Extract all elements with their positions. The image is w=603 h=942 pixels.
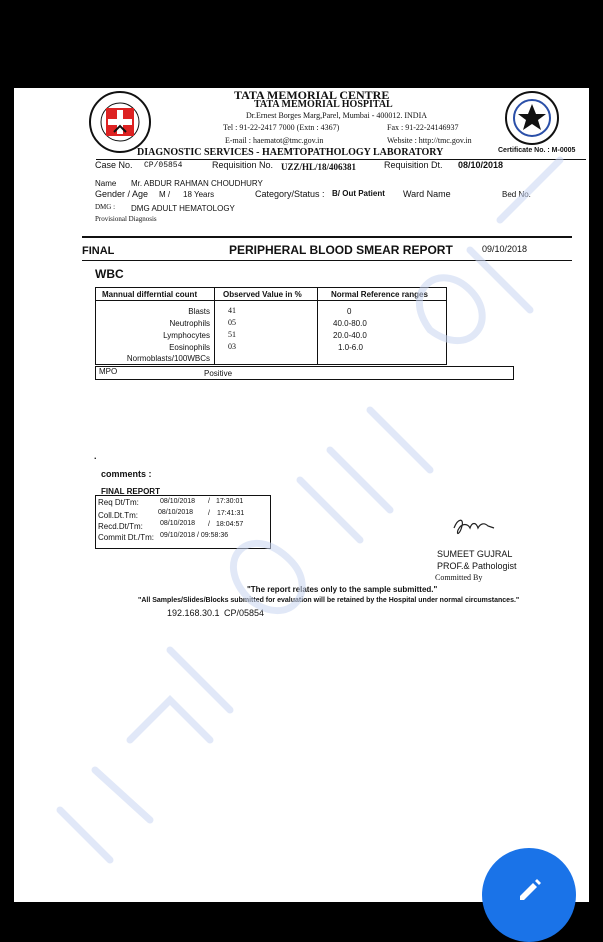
requisition-label: Requisition No.	[212, 160, 274, 170]
final-report-title: FINAL REPORT	[101, 487, 160, 496]
centre-name: TATA MEMORIAL CENTRE	[234, 88, 390, 102]
diagnosis-label: Provisional Diagnosis	[95, 215, 157, 223]
table-header-rule	[95, 300, 446, 301]
edit-button[interactable]	[482, 848, 576, 942]
req-dt-label: Req Dt/Tm:	[98, 498, 139, 507]
requisition-date-label: Requisition Dt.	[384, 160, 443, 170]
footer-case: CP/05854	[224, 608, 265, 618]
req-time: 17:30:01	[216, 498, 244, 505]
patient-name: Mr. ABDUR RAHMAN CHOUDHURY	[131, 179, 263, 188]
row-range: 20.0-40.0	[333, 331, 367, 340]
wbc-heading: WBC	[95, 267, 124, 281]
row-value: 51	[228, 330, 236, 339]
email: E-mail : haematot@tmc.gov.in	[225, 136, 324, 145]
case-label: Case No.	[95, 160, 133, 170]
row-name: Eosinophils	[169, 343, 210, 352]
hospital-name: TATA MEMORIAL HOSPITAL	[254, 99, 393, 110]
coll-dt-label: Coll.Dt.Tm:	[98, 511, 138, 520]
dmg-value: DMG ADULT HEMATOLOGY	[131, 204, 235, 213]
bed-label: Bed No.	[502, 190, 531, 199]
pencil-icon	[516, 876, 542, 902]
commit-value: 09/10/2018 / 09:58:36	[160, 532, 229, 539]
title-top-rule	[82, 236, 572, 238]
category-label: Category/Status :	[255, 189, 325, 199]
accreditation-logo-icon	[504, 90, 560, 146]
mpo-value: Positive	[204, 369, 233, 378]
footer-note-2: "All Samples/Slides/Blocks submitted for evaluation will be retained by the Hospital under normal circumstances."	[138, 597, 520, 604]
gender-value: M /	[159, 190, 171, 199]
separator: /	[208, 521, 210, 528]
row-range: 1.0-6.0	[338, 343, 363, 352]
coll-time: 17:41:31	[217, 510, 245, 517]
gender-age-label: Gender / Age	[95, 189, 149, 199]
recd-dt-label: Recd.Dt/Tm:	[98, 522, 143, 531]
footer-ip: 192.168.30.1	[167, 608, 220, 618]
coll-date: 08/10/2018	[158, 509, 194, 516]
separator: /	[208, 498, 210, 505]
column-header-reference: Normal Reference ranges	[331, 290, 428, 299]
ward-label: Ward Name	[403, 189, 451, 199]
table-col-divider	[214, 287, 215, 364]
footer-note-1: "The report relates only to the sample submitted."	[247, 585, 438, 594]
commit-dt-label: Commit Dt./Tm:	[98, 533, 154, 542]
recd-time: 18:04:57	[216, 521, 244, 528]
mpo-label: MPO	[99, 367, 118, 376]
req-date: 08/10/2018	[160, 498, 196, 505]
header-divider	[96, 159, 586, 160]
tmc-logo-icon	[84, 90, 156, 154]
row-value: 05	[228, 318, 236, 327]
comments-label: comments :	[101, 469, 152, 479]
website: Website : http://tmc.gov.in	[387, 136, 472, 145]
mpo-row	[95, 366, 514, 380]
signatory-name: SUMEET GUJRAL	[437, 549, 513, 559]
committed-by: Committed By	[435, 573, 483, 582]
signature-icon	[450, 514, 496, 538]
separator: /	[208, 510, 210, 517]
requisition-date: 08/10/2018	[458, 160, 504, 170]
row-name: Neutrophils	[169, 319, 210, 328]
case-value: CP/05854	[144, 161, 183, 170]
row-range: 40.0-80.0	[333, 319, 367, 328]
requisition-value: UZZ/HL/18/406381	[281, 162, 357, 172]
title-bottom-rule	[82, 260, 572, 261]
report-date: 09/10/2018	[482, 244, 528, 254]
address: Dr.Ernest Borges Marg,Parel, Mumbai - 400012. INDIA	[246, 111, 428, 120]
name-label: Name	[95, 179, 117, 188]
row-name: Normoblasts/100WBCs	[126, 354, 210, 363]
row-name: Blasts	[188, 307, 210, 316]
report-page	[14, 88, 589, 902]
row-name: Lymphocytes	[163, 331, 210, 340]
recd-date: 08/10/2018	[160, 520, 196, 527]
column-header-count: Mannual differntial count	[102, 290, 198, 299]
table-col-divider	[317, 287, 318, 364]
fax: Fax : 91-22-24146937	[387, 123, 459, 132]
telephone: Tel : 91-22-2417 7000 (Extn : 4367)	[223, 123, 340, 132]
column-header-observed: Observed Value in %	[223, 290, 302, 299]
final-label: FINAL	[82, 245, 115, 257]
row-range: 0	[347, 307, 352, 316]
stray-dot: .	[94, 451, 97, 461]
report-title: PERIPHERAL BLOOD SMEAR REPORT	[229, 243, 453, 257]
category-value: B/ Out Patient	[332, 189, 385, 198]
certificate-no: Certificate No. : M-0005	[498, 147, 576, 154]
dmg-label: DMG :	[95, 203, 116, 211]
age-value: 18 Years	[183, 190, 215, 199]
row-value: 41	[228, 306, 236, 315]
lab-name: DIAGNOSTIC SERVICES - HAEMTOPATHOLOGY LABORATORY	[137, 147, 444, 158]
row-value: 03	[228, 342, 236, 351]
signatory-title: PROF.& Pathologist	[437, 561, 517, 571]
